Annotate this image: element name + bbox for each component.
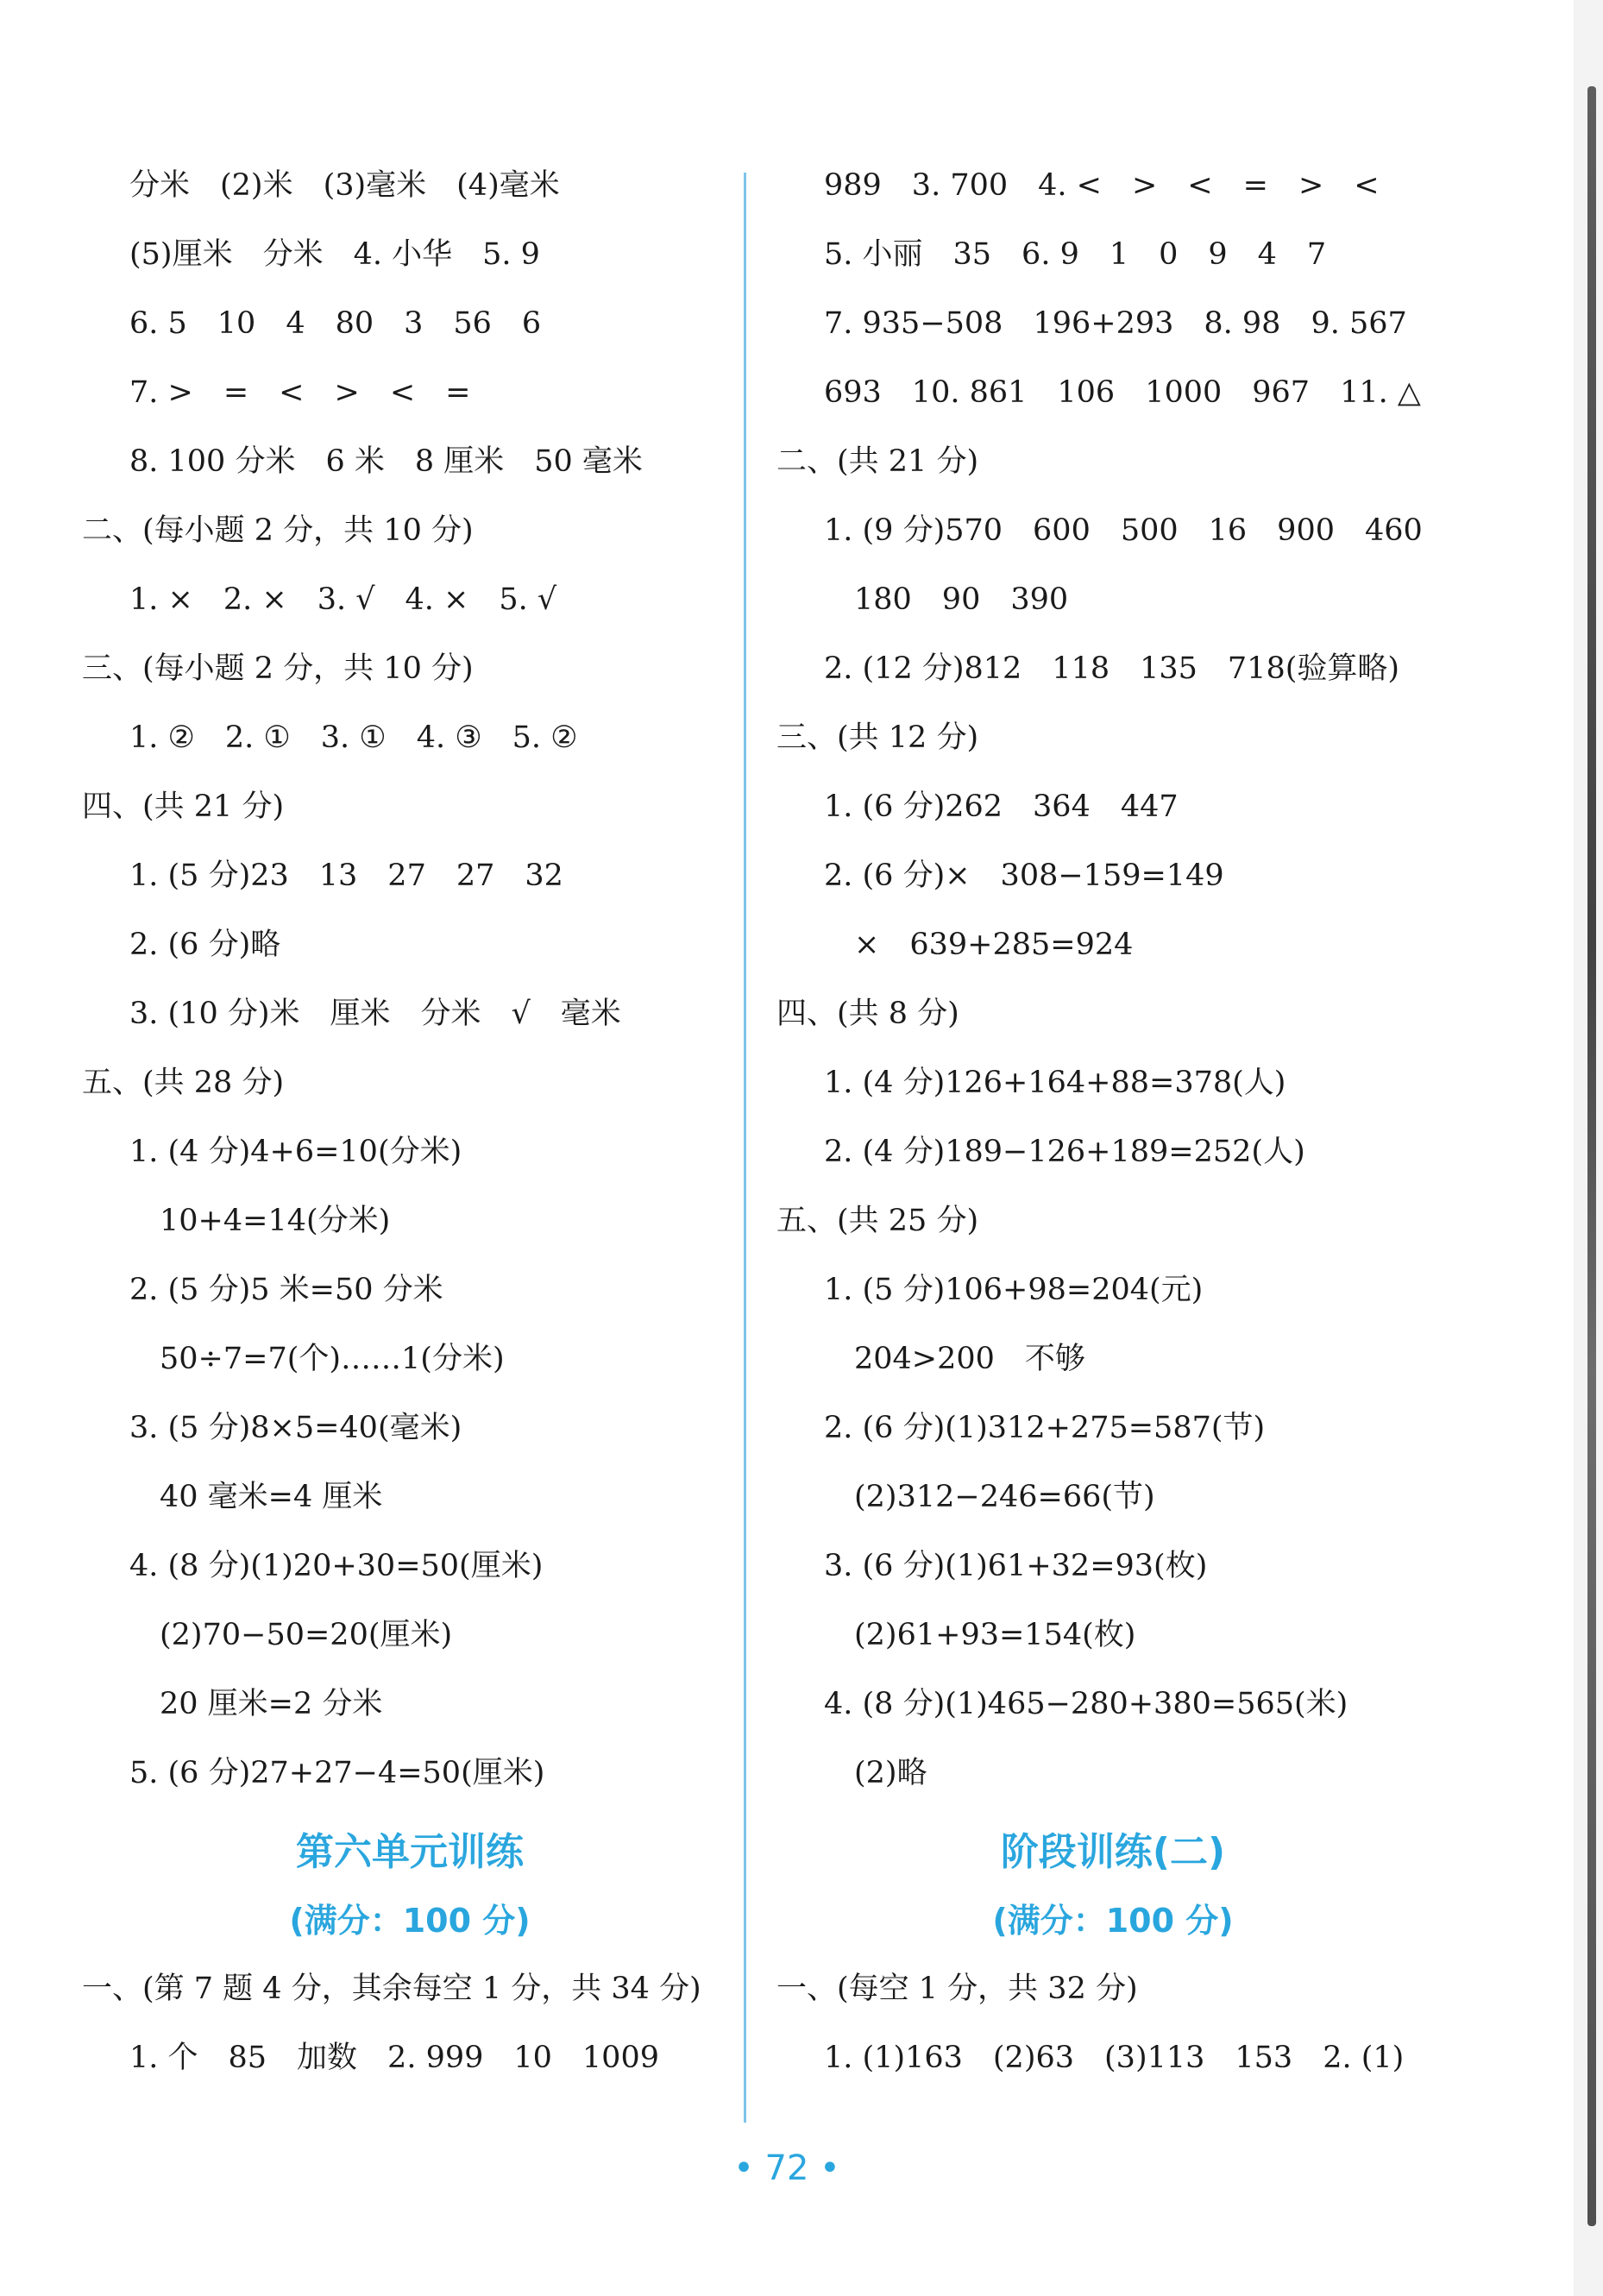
- answer-line: 5. (6 分)27+27−4=50(厘米): [129, 1756, 545, 1790]
- answer-line: 7. 935−508 196+293 8. 98 9. 567: [824, 306, 1407, 341]
- answer-line: 1. (4 分)4+6=10(分米): [129, 1135, 462, 1169]
- answer-line: 204>200 不够: [854, 1342, 1085, 1376]
- answer-line: 1. (6 分)262 364 447: [824, 789, 1179, 824]
- answer-line: (2)312−246=66(节): [854, 1480, 1155, 1514]
- section-heading: 一、(每空 1 分，共 32 分): [776, 1972, 1138, 2006]
- section-title: 第六单元训练: [296, 1830, 524, 1874]
- section-heading: 四、(共 21 分): [82, 789, 285, 824]
- answer-line: 1. 个 85 加数 2. 999 10 1009: [129, 2041, 659, 2075]
- answer-line: 1. (9 分)570 600 500 16 900 460: [824, 513, 1423, 548]
- answer-line: × 639+285=924: [854, 928, 1134, 962]
- answer-line: 180 90 390: [854, 582, 1069, 617]
- answer-line: (2)略: [854, 1756, 927, 1790]
- answer-line: 3. (10 分)米 厘米 分米 √ 毫米: [129, 997, 621, 1031]
- answer-line: 2. (6 分)(1)312+275=587(节): [824, 1411, 1266, 1445]
- answer-line: 7. > = < > < =: [129, 375, 471, 410]
- answer-line: 1. (5 分)23 13 27 27 32: [129, 859, 563, 893]
- answer-line: 5. 小丽 35 6. 9 1 0 9 4 7: [824, 237, 1327, 272]
- answer-line: 4. (8 分)(1)20+30=50(厘米): [129, 1549, 544, 1583]
- answer-line: 50÷7=7(个)……1(分米): [160, 1342, 505, 1376]
- section-heading: 三、(每小题 2 分，共 10 分): [82, 651, 474, 686]
- answer-line: 6. 5 10 4 80 3 56 6: [129, 306, 542, 341]
- answer-line: 1. (1)163 (2)63 (3)113 153 2. (1): [824, 2041, 1405, 2075]
- answer-line: 3. (5 分)8×5=40(毫米): [129, 1411, 462, 1445]
- section-heading: 二、(每小题 2 分，共 10 分): [82, 513, 474, 548]
- answer-line: 10+4=14(分米): [160, 1204, 391, 1238]
- section-title: 阶段训练(二): [1000, 1830, 1226, 1874]
- answer-line: 1. × 2. × 3. √ 4. × 5. √: [129, 582, 557, 617]
- answer-line: 1. (4 分)126+164+88=378(人): [824, 1066, 1286, 1100]
- answer-line: 989 3. 700 4. < > < = > <: [824, 168, 1380, 203]
- section-heading: 五、(共 28 分): [82, 1066, 285, 1100]
- answer-line: 693 10. 861 106 1000 967 11. △: [824, 375, 1421, 410]
- answer-line: 1. (5 分)106+98=204(元): [824, 1273, 1204, 1307]
- section-subtitle: (满分：100 分): [992, 1902, 1234, 1940]
- section-heading: 四、(共 8 分): [776, 997, 959, 1031]
- answer-line: 8. 100 分米 6 米 8 厘米 50 毫米: [129, 444, 643, 479]
- answer-line: 2. (12 分)812 118 135 718(验算略): [824, 651, 1400, 686]
- section-heading: 一、(第 7 题 4 分，其余每空 1 分，共 34 分): [82, 1972, 701, 2006]
- answer-line: 3. (6 分)(1)61+32=93(枚): [824, 1549, 1208, 1583]
- section-heading: 二、(共 21 分): [776, 444, 979, 479]
- scan-binding-shadow: [1587, 86, 1596, 2226]
- answer-line: 4. (8 分)(1)465−280+380=565(米): [824, 1687, 1348, 1721]
- answer-line: 40 毫米=4 厘米: [160, 1480, 383, 1514]
- answer-line: 2. (4 分)189−126+189=252(人): [824, 1135, 1305, 1169]
- answer-line: 20 厘米=2 分米: [160, 1687, 383, 1721]
- column-divider: [744, 173, 746, 2123]
- answer-line: (2)61+93=154(枚): [854, 1618, 1136, 1652]
- answer-line: 2. (6 分)略: [129, 928, 281, 962]
- answer-line: 2. (5 分)5 米=50 分米: [129, 1273, 443, 1307]
- section-heading: 三、(共 12 分): [776, 720, 979, 755]
- answer-line: (2)70−50=20(厘米): [160, 1618, 453, 1652]
- answer-line: (5)厘米 分米 4. 小华 5. 9: [129, 237, 540, 272]
- answer-line: 分米 (2)米 (3)毫米 (4)毫米: [129, 168, 560, 203]
- page-number: • 72 •: [733, 2148, 840, 2188]
- answer-line: 1. ② 2. ① 3. ① 4. ③ 5. ②: [129, 720, 578, 755]
- section-heading: 五、(共 25 分): [776, 1204, 979, 1238]
- section-subtitle: (满分：100 分): [289, 1902, 531, 1940]
- answer-line: 2. (6 分)× 308−159=149: [824, 859, 1224, 893]
